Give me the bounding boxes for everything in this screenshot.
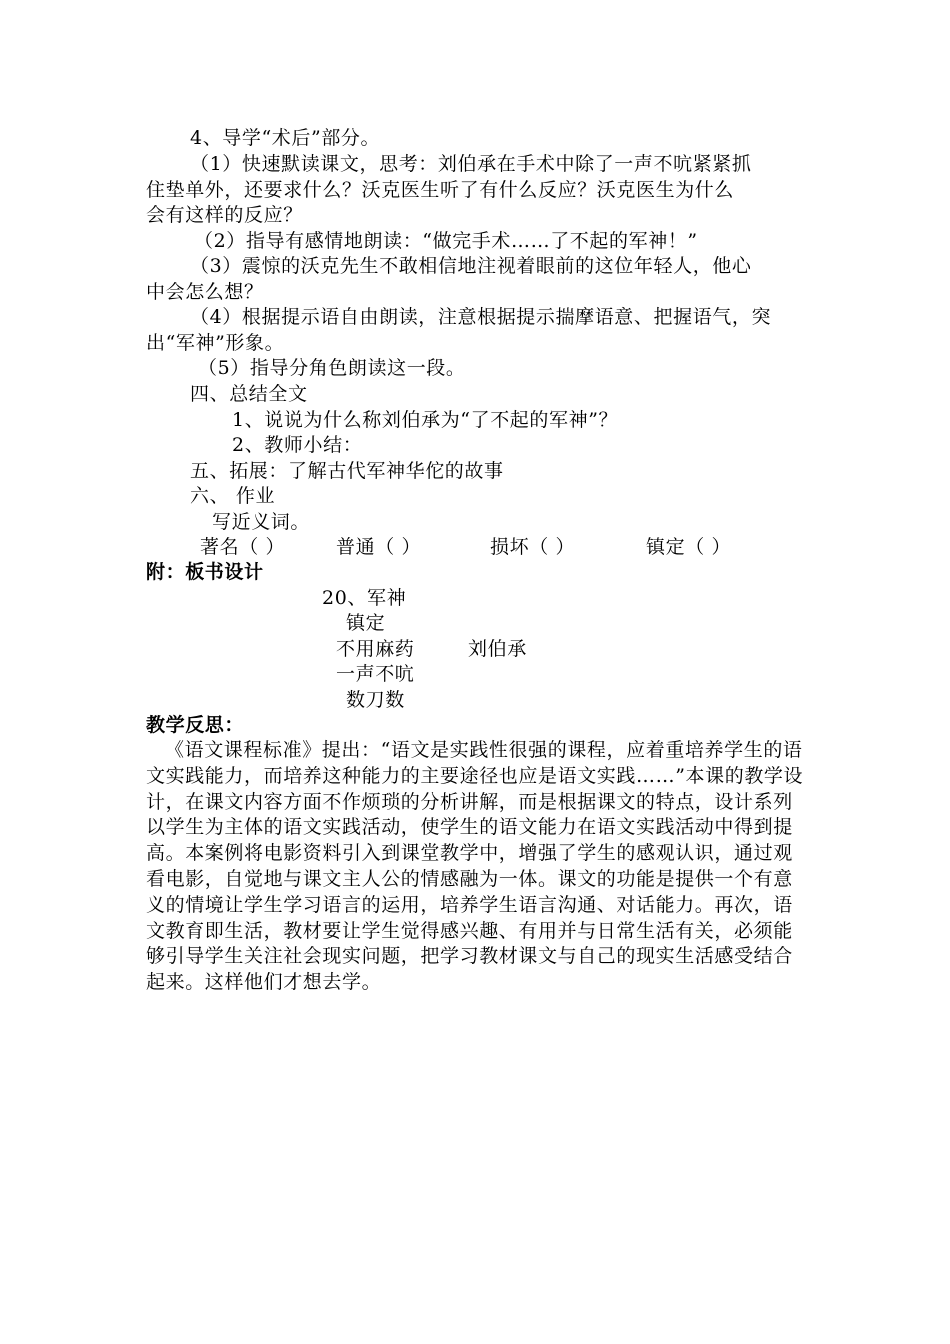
board-item: 一声不吭 bbox=[336, 663, 415, 685]
question-4-line-2: 出“军神”形象。 bbox=[146, 332, 285, 354]
synonym-item: 镇定（ ） bbox=[646, 536, 732, 558]
homework-instruction: 写近义词。 bbox=[212, 511, 311, 533]
synonym-item: 损坏（ ） bbox=[490, 536, 576, 558]
board-title: 20、军神 bbox=[322, 587, 407, 609]
question-3-line-2: 中会怎么想？ bbox=[146, 281, 264, 303]
synonym-item: 著名（ ） bbox=[200, 536, 286, 558]
board-design-heading: 附：板书设计 bbox=[146, 561, 264, 583]
reflection-body: 《语文课程标准》提出：“语文是实践性很强的课程，应着重培养学生的语文实践能力，而培养这种能力的主要途径也应是语文实践……”本课的教学设计，在课文内容方面不作烦琐的分析讲解，而是根据课文的特点，设计系列以学生为主体的语文实践活动，使学生的语文能力在语文实践活动中得到提高。本案例将电影资料引入到课堂教学中，增强了学生的感观认识，通过观看电影，自觉地与课文主人公的情感融为一体。课文的功能是提供一个有意义的情境让学生学习语言的运用，培养学生语言沟通、对话能力。再次，语文教育即生活，教材要让学生觉得感兴趣、有用并与日常生活有关，必须能够引导学生关注社会现实问题，把学习教材课文与自己的现实生活感受结合起来。这样他们才想去学。 bbox=[146, 739, 804, 994]
question-1-line-3: 会有这样的反应？ bbox=[146, 204, 303, 226]
reflection-heading: 教学反思： bbox=[146, 714, 245, 736]
step4-title: 4、导学“术后”部分。 bbox=[190, 127, 381, 149]
section-6-title: 六、 作业 bbox=[190, 485, 276, 507]
board-item: 数刀数 bbox=[346, 689, 405, 711]
question-3-line-1: （3）震惊的沃克先生不敢相信地注视着眼前的这位年轻人，他心 bbox=[190, 255, 752, 277]
section-4-item-1: 1、说说为什么称刘伯承为“了不起的军神”？ bbox=[232, 409, 619, 431]
board-item: 镇定 bbox=[346, 612, 386, 634]
question-4-line-1: （4）根据提示语自由朗读，注意根据提示揣摩语意、把握语气，突 bbox=[190, 306, 772, 328]
question-1-line-2: 住垫单外，还要求什么？沃克医生听了有什么反应？沃克医生为什么 bbox=[146, 179, 735, 201]
question-2: （2）指导有感情地朗读：“做完手术……了不起的军神！” bbox=[194, 230, 698, 252]
synonym-item: 普通（ ） bbox=[336, 536, 422, 558]
board-person: 刘伯承 bbox=[468, 638, 527, 660]
section-5: 五、拓展：了解古代军神华佗的故事 bbox=[190, 460, 504, 482]
board-item: 不用麻药 bbox=[336, 638, 415, 660]
question-1-line-1: （1）快速默读课文，思考：刘伯承在手术中除了一声不吭紧紧抓 bbox=[190, 153, 752, 175]
section-4-title: 四、总结全文 bbox=[190, 383, 308, 405]
section-4-item-2: 2、教师小结： bbox=[232, 434, 363, 456]
question-5: （5）指导分角色朗读这一段。 bbox=[198, 357, 466, 379]
